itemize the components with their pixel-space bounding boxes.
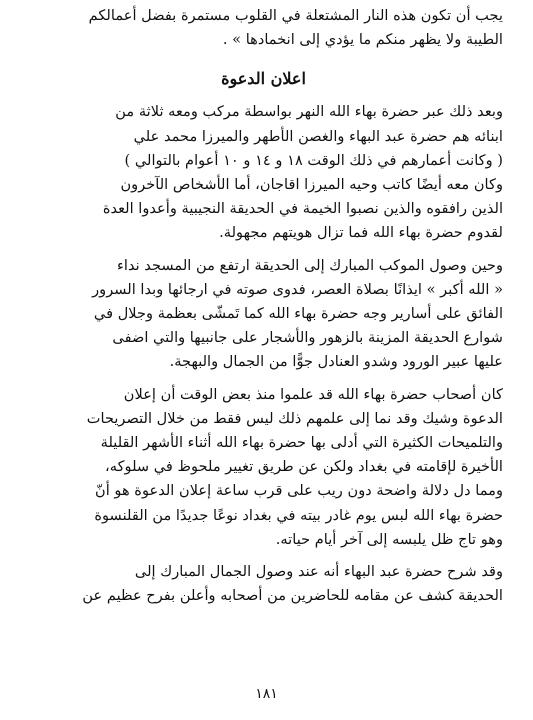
text-line: شوارع الحديقة المزينة بالزهور والأشجار على جانبيها والتي اضفى (112, 329, 503, 347)
text-line: حضرة بهاء الله لبس يوم غادر بيته في بغداد نوعًا جديدًا من القلنسوة (94, 506, 503, 524)
text-line: ( وكانت أعمارهم في ذلك الوقت ١٨ و ١٤ و ١٠ أعوام بالتوالي ) (124, 151, 503, 169)
text-line: الذين رافقوه والذين نصبوا الخيمة في الحديقة النجيبية وأعدوا العدة (102, 200, 503, 218)
text-line: الدعوة وشيك وقد نما إلى علمهم ذلك ليس فقط من خلال التصريحات (86, 409, 503, 427)
text-line: وهو تاج ظل يلبسه إلى آخر أيام حياته. (275, 530, 503, 548)
text-line: وبعد ذلك عبر حضرة بهاء الله النهر بواسطة مركب ومعه ثلاثة من (115, 103, 503, 121)
text-line: وحين وصول الموكب المبارك إلى الحديقة ارتفع من المسجد نداء (117, 256, 503, 274)
text-line: الفائق على أسارير وجه حضرة بهاء الله كما تَمشّى بعظمة وجلال في (93, 305, 503, 323)
text-line: الأخيرة لإقامته في بغداد ولكن عن طريق تغيير ملحوظ في سلوكه، (105, 458, 503, 476)
text-line: ومما دل دلالة واضحة دون ريب على قرب ساعة إعلان الدعوة هو أنّ (95, 482, 503, 500)
paragraph-2 (24, 254, 503, 375)
page-number: ١٨١ (255, 686, 278, 702)
paragraph-3 (24, 383, 503, 552)
intro-paragraph (24, 4, 503, 52)
paragraph-1 (24, 100, 503, 245)
text-line: الحديقة كشف عن مقامه للحاضرين من أصحابه وأعلن بفرح عظيم عن (82, 587, 503, 605)
text-line: كان أصحاب حضرة بهاء الله قد علموا منذ بعض الوقت أن إعلان (123, 385, 503, 403)
text-line: ابنائه هم حضرة عبد البهاء والغصن الأطهر والميرزا محمد علي (133, 127, 503, 145)
text-line: « الله أكبر » ايذانًا بصلاة العصر، فدوى صوته في ارجائها وبدا السرور (92, 280, 503, 298)
paragraph-4 (24, 560, 503, 608)
text-line: عليها عبير الورود وشدو العنادل جوًّا من الجمال والبهجة. (169, 353, 503, 371)
section-heading: اعلان الدعوة (221, 69, 306, 89)
text-line: وقد شرح حضرة عبد البهاء أنه عند وصول الجمال المبارك إلى (134, 563, 503, 581)
text-line: لقدوم حضرة بهاء الله فما تزال هويتهم مجهولة. (219, 224, 503, 242)
text-line: والتلميحات الكثيرة التي أدلى بها حضرة بهاء الله أثناء الأشهر القليلة (100, 434, 503, 452)
text-line: يجب أن تكون هذه النار المشتعلة في القلوب مستمرة بفضل أعمالكم (88, 7, 503, 24)
text-line: الطيبة ولا يظهر منكم ما يؤدي إلى انخمادها » . (222, 31, 503, 49)
text-line: وكان معه أيضًا كاتب وحيه الميرزا اقاجان، أما الأشخاص الآخرون (120, 176, 503, 194)
